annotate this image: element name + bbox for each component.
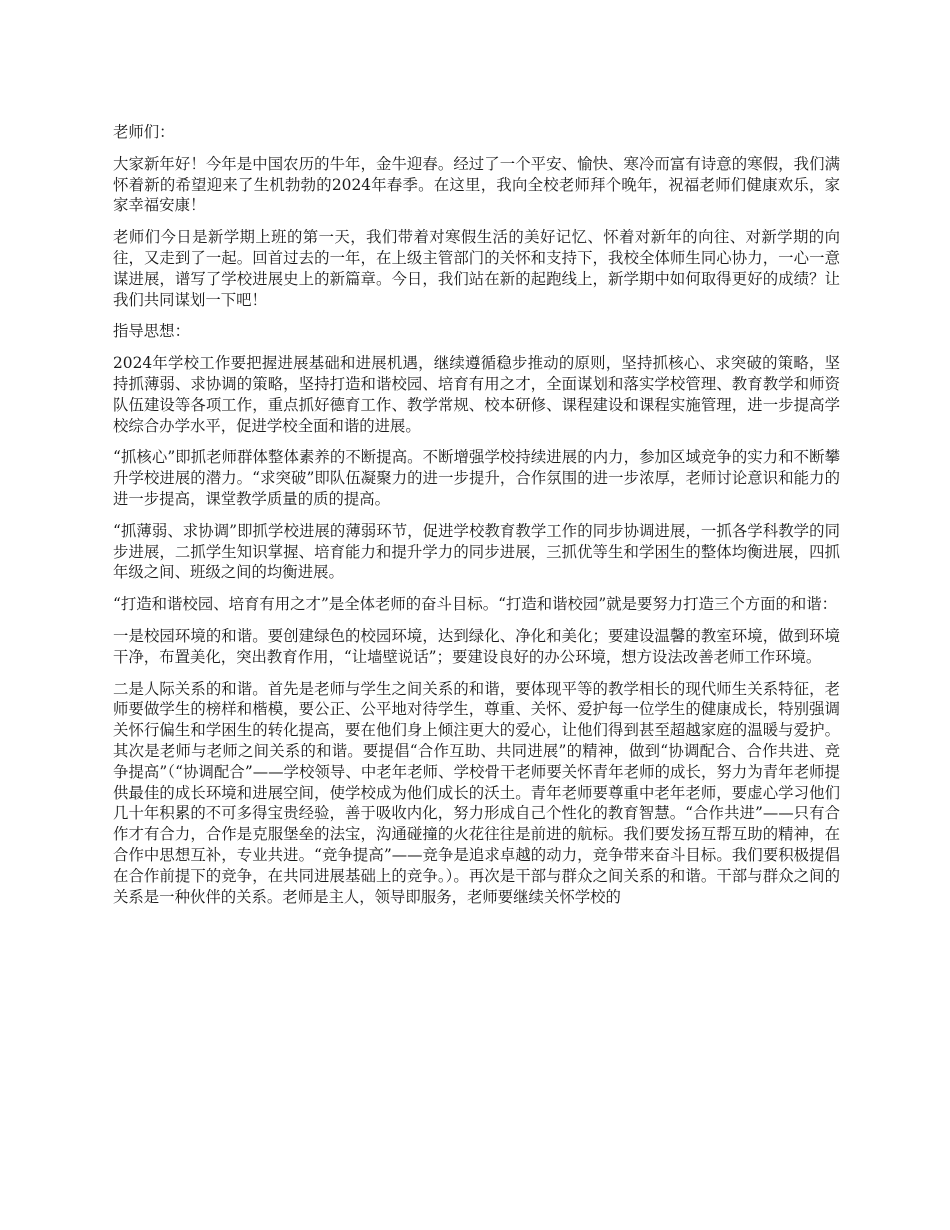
section-heading-guiding-thought: 指导思想： [113, 322, 190, 341]
paragraph-core-breakthrough: “抓核心”即抓老师群体整体素养的不断提高。不断增强学校持续进展的内力，参加区域竞争的实力和不断攀升学校进展的潜力。“求突破”即队伍凝聚力的进一步提升，合作氛围的进一步浓厚，老师讨论意识和能力的进一步提高，课堂教学质量的质的提高。 [113, 448, 840, 508]
paragraph-guiding-thought: 2024年学校工作要把握进展基础和进展机遇，继续遵循稳步推动的原则，坚持抓核心、求突破的策略，坚持抓薄弱、求协调的策略，坚持打造和谐校园、培育有用之才，全面谋划和落实学校管理、教育教学和师资队伍建设等各项工作，重点抓好德育工作、教学常规、校本研修、课程建设和课程实施管理，进一步提高学校综合办学水平，促进学校全面和谐的进展。 [113, 354, 840, 435]
document-page [113, 122, 840, 918]
paragraph-harmonious-campus: “打造和谐校园、培育有用之才”是全体老师的奋斗目标。“打造和谐校园”就是要努力打造三个方面的和谐： [113, 595, 838, 614]
paragraph-review: 老师们今日是新学期上班的第一天，我们带着对寒假生活的美好记忆、怀着对新年的向往、对新学期的向往，又走到了一起。回首过去的一年，在上级主管部门的关怀和支持下，我校全体师生同心协力，一心一意谋进展，谱写了学校进展史上的新篇章。今日，我们站在新的起跑线上，新学期中如何取得更好的成绩？让我们共同谋划一下吧！ [113, 228, 840, 309]
paragraph-weak-coordination: “抓薄弱、求协调”即抓学校进展的薄弱环节，促进学校教育教学工作的同步协调进展，一抓各学科教学的同步进展，二抓学生知识掌握、培育能力和提升学力的同步进展，三抓优等生和学困生的整体均衡进展，四抓年级之间、班级之间的均衡进展。 [113, 521, 840, 582]
salutation: 老师们： [113, 123, 175, 141]
paragraph-campus-environment: 一是校园环境的和谐。要创建绿色的校园环境，达到绿化、净化和美化；要建设温馨的教室环境，做到环境干净，布置美化，突出教育作用，“让墙壁说话”；要建设良好的办公环境，想方设法改善老师工作环境。 [113, 626, 840, 666]
paragraph-interpersonal-relations: 二是人际关系的和谐。首先是老师与学生之间关系的和谐，要体现平等的教学相长的现代师生关系特征，老师要做学生的榜样和楷模，要公正、公平地对待学生，尊重、关怀、爱护每一位学生的健康成长，特别强调关怀行偏生和学困生的转化提高，要在他们身上倾注更大的爱心，让他们得到甚至超越家庭的温暖与爱护。其次是老师与老师之间关系的和谐。要提倡“合作互助、共同进展”的精神，做到“协调配合、合作共进、竞争提高”（“协调配合”——学校领导、中老年老师、学校骨干老师要关怀青年老师的成长，努力为青年老师提供最佳的成长环境和进展空间，使学校成为他们成长的沃土。青年老师要尊重中老年老师，要虚心学习他们几十年积累的不可多得宝贵经验，善于吸收内化，努力形成自己个性化的教育智慧。“合作共进”——只有合作才有合力，合作是克服堡垒的法宝，沟通碰撞的火花往往是前进的航标。我们要发扬互帮互助的精神，在合作中思想互补，专业共进。“竞争提高”——竞争是追求卓越的动力，竞争带来奋斗目标。我们要积极提倡在合作前提下的竞争，在共同进展基础上的竞争。）。再次是干部与群众之间关系的和谐。干部与群众之间的关系是一种伙伴的关系。老师是主人，领导即服务，老师要继续关怀学校的 [113, 679, 840, 906]
paragraph-greeting: 大家新年好！今年是中国农历的牛年，金牛迎春。经过了一个平安、愉快、寒冷而富有诗意的寒假，我们满怀着新的希望迎来了生机勃勃的2024年春季。在这里，我向全校老师拜个晚年，祝福老师们健康欢乐，家家幸福安康！ [113, 154, 840, 215]
